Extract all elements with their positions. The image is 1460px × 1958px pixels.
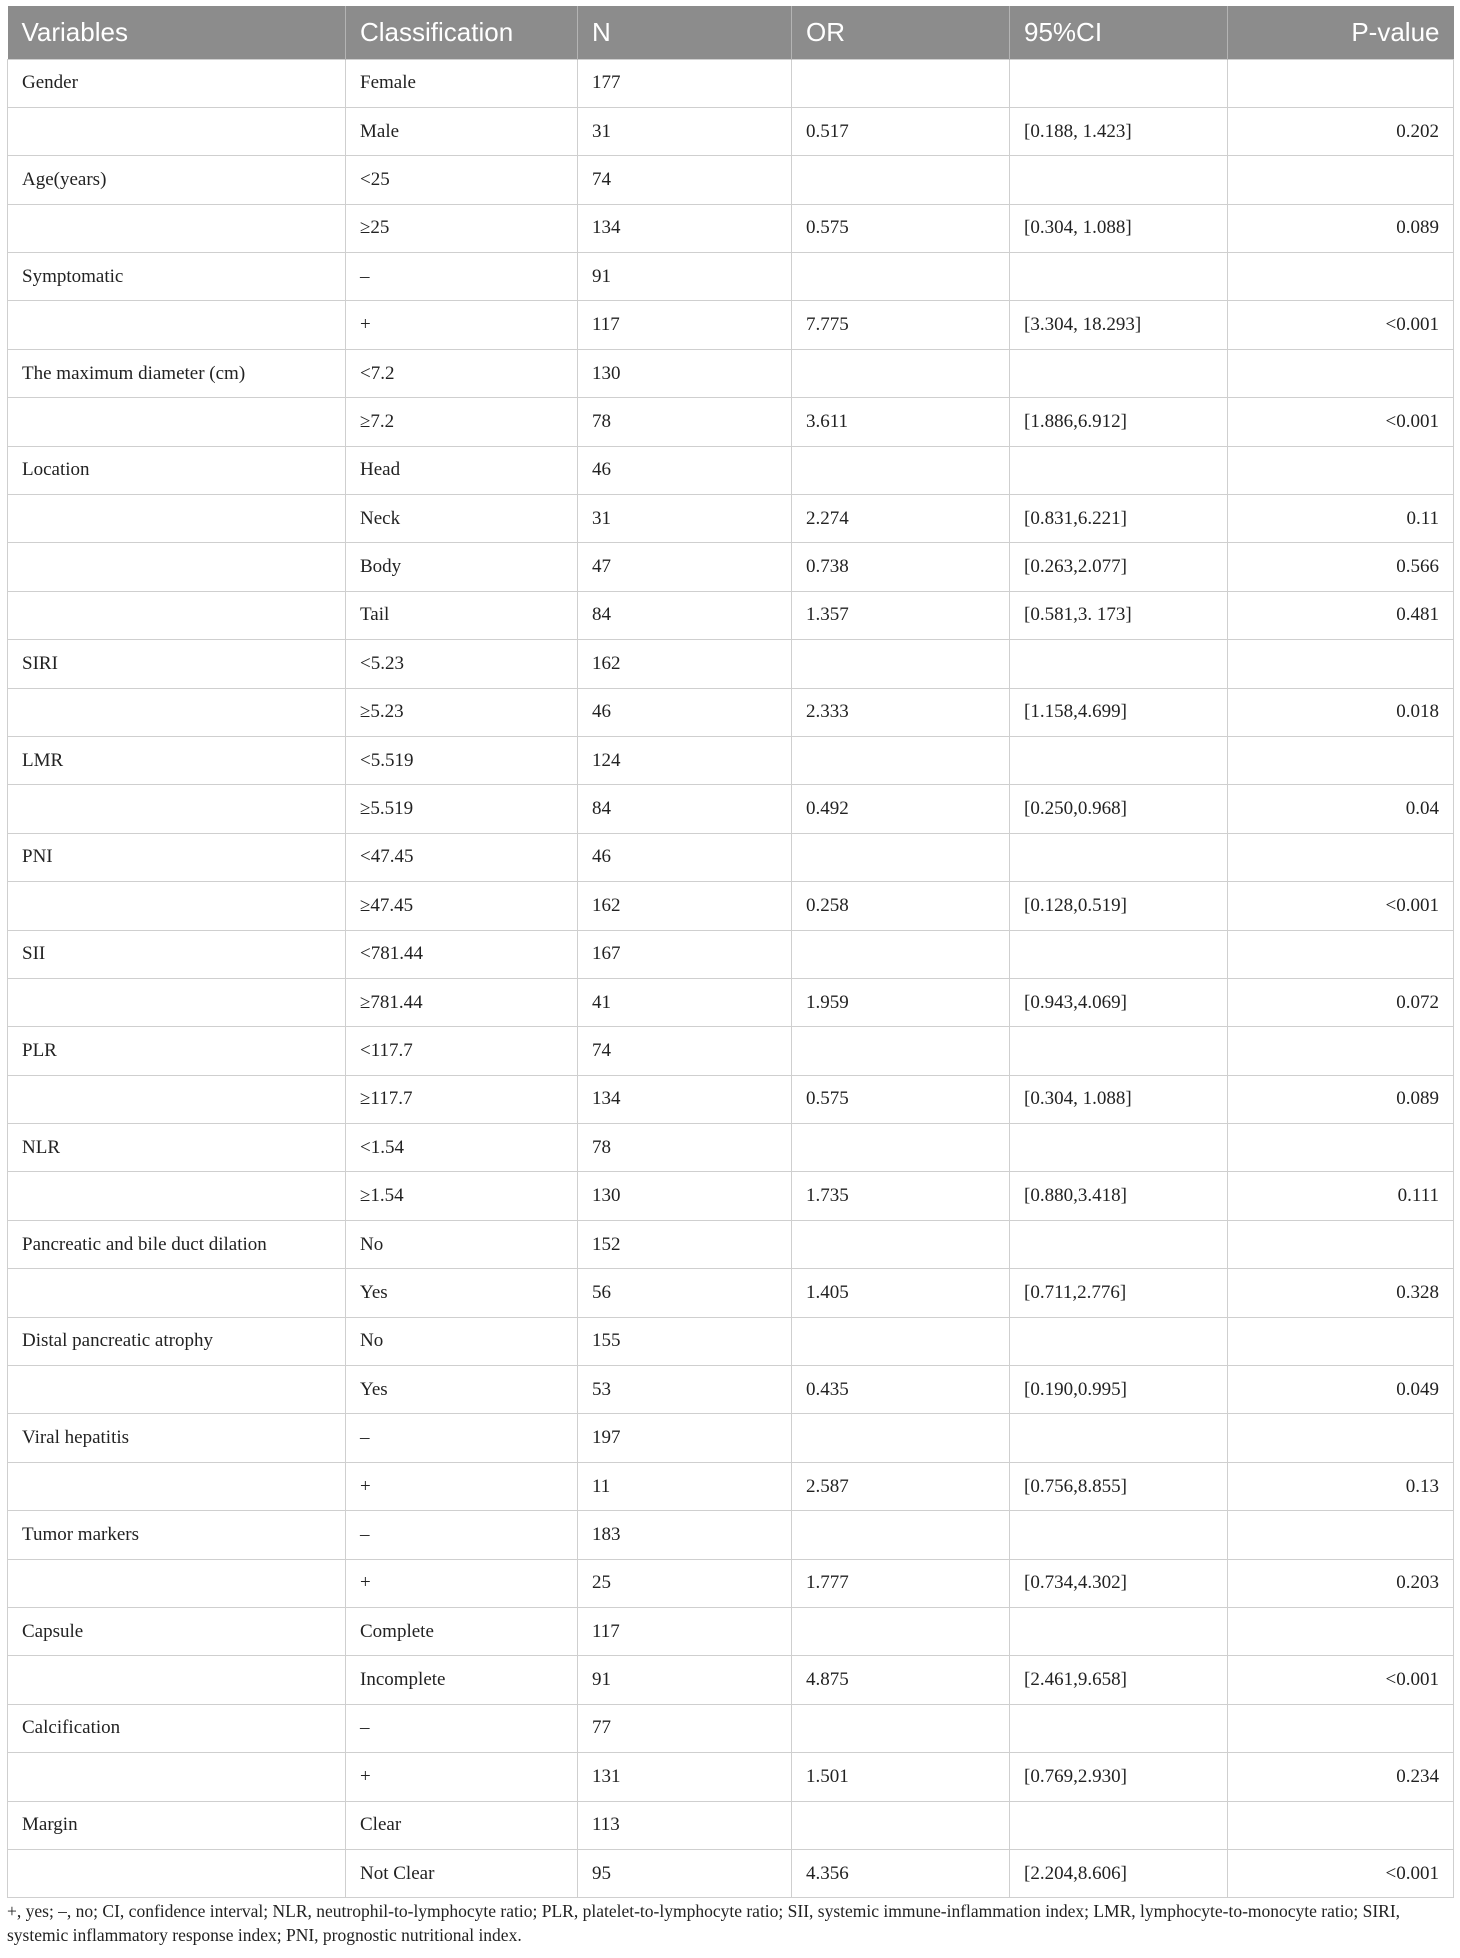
cell-ci: [2.461,9.658]: [1010, 1656, 1228, 1704]
cell-ci: [0.188, 1.423]: [1010, 107, 1228, 155]
cell-or: [792, 736, 1010, 784]
cell-n: 11: [578, 1462, 792, 1510]
cell-p-value: [1228, 1317, 1454, 1365]
cell-p-value: [1228, 736, 1454, 784]
cell-n: 130: [578, 1172, 792, 1220]
cell-p-value: [1228, 1511, 1454, 1559]
cell-p-value: 0.111: [1228, 1172, 1454, 1220]
cell-or: 1.777: [792, 1559, 1010, 1607]
cell-classification: <7.2: [346, 349, 578, 397]
cell-classification: Tail: [346, 591, 578, 639]
cell-variable: [8, 1462, 346, 1510]
cell-n: 134: [578, 204, 792, 252]
cell-ci: [0.581,3. 173]: [1010, 591, 1228, 639]
cell-p-value: 0.11: [1228, 495, 1454, 543]
cell-n: 31: [578, 107, 792, 155]
cell-p-value: [1228, 349, 1454, 397]
cell-n: 95: [578, 1849, 792, 1897]
cell-variable: [8, 882, 346, 930]
cell-variable: [8, 1075, 346, 1123]
cell-ci: [1010, 59, 1228, 107]
table-row: [8, 1753, 1454, 1801]
cell-n: 56: [578, 1269, 792, 1317]
table-row: [8, 301, 1454, 349]
cell-ci: [2.204,8.606]: [1010, 1849, 1228, 1897]
cell-variable: The maximum diameter (cm): [8, 349, 346, 397]
cell-classification: Head: [346, 446, 578, 494]
table-row: [8, 1462, 1454, 1510]
table-row: [8, 1511, 1454, 1559]
cell-variable: Margin: [8, 1801, 346, 1849]
logistic-regression-table: [7, 6, 1454, 1898]
cell-n: 78: [578, 398, 792, 446]
table-row: [8, 591, 1454, 639]
cell-classification: Complete: [346, 1608, 578, 1656]
cell-p-value: [1228, 253, 1454, 301]
cell-ci: [1010, 1414, 1228, 1462]
table-row: [8, 640, 1454, 688]
cell-classification: <1.54: [346, 1124, 578, 1172]
cell-p-value: 0.072: [1228, 978, 1454, 1026]
cell-p-value: [1228, 1608, 1454, 1656]
cell-or: [792, 156, 1010, 204]
cell-classification: Female: [346, 59, 578, 107]
table-row: [8, 1656, 1454, 1704]
cell-classification: +: [346, 1462, 578, 1510]
cell-p-value: 0.203: [1228, 1559, 1454, 1607]
header-classification: Classification: [346, 6, 578, 59]
cell-variable: [8, 1366, 346, 1414]
cell-variable: PNI: [8, 833, 346, 881]
table-row: [8, 349, 1454, 397]
header-p-value: P-value: [1228, 6, 1454, 59]
cell-p-value: [1228, 833, 1454, 881]
cell-ci: [0.128,0.519]: [1010, 882, 1228, 930]
cell-or: 1.501: [792, 1753, 1010, 1801]
cell-p-value: [1228, 1801, 1454, 1849]
cell-or: [792, 1704, 1010, 1752]
cell-variable: SII: [8, 930, 346, 978]
cell-classification: ≥5.519: [346, 785, 578, 833]
cell-classification: Body: [346, 543, 578, 591]
table-row: [8, 882, 1454, 930]
table-row: [8, 446, 1454, 494]
cell-ci: [0.756,8.855]: [1010, 1462, 1228, 1510]
cell-n: 117: [578, 301, 792, 349]
cell-classification: ≥47.45: [346, 882, 578, 930]
table-row: [8, 1027, 1454, 1075]
cell-classification: Yes: [346, 1366, 578, 1414]
cell-variable: PLR: [8, 1027, 346, 1075]
table-row: [8, 833, 1454, 881]
cell-variable: Calcification: [8, 1704, 346, 1752]
cell-variable: [8, 1753, 346, 1801]
cell-variable: Location: [8, 446, 346, 494]
cell-or: [792, 446, 1010, 494]
cell-classification: <5.23: [346, 640, 578, 688]
cell-or: 1.735: [792, 1172, 1010, 1220]
cell-p-value: <0.001: [1228, 882, 1454, 930]
cell-ci: [1010, 156, 1228, 204]
cell-variable: [8, 301, 346, 349]
cell-variable: LMR: [8, 736, 346, 784]
cell-n: 46: [578, 833, 792, 881]
cell-ci: [1010, 1511, 1228, 1559]
table-row: [8, 1414, 1454, 1462]
cell-ci: [0.250,0.968]: [1010, 785, 1228, 833]
cell-p-value: 0.049: [1228, 1366, 1454, 1414]
cell-or: [792, 1027, 1010, 1075]
cell-variable: [8, 1269, 346, 1317]
cell-or: 7.775: [792, 301, 1010, 349]
cell-variable: [8, 591, 346, 639]
cell-ci: [1010, 349, 1228, 397]
cell-or: 0.575: [792, 1075, 1010, 1123]
cell-variable: [8, 1656, 346, 1704]
cell-or: [792, 1220, 1010, 1268]
cell-n: 177: [578, 59, 792, 107]
table-row: [8, 1317, 1454, 1365]
table-row: [8, 785, 1454, 833]
cell-n: 84: [578, 785, 792, 833]
cell-or: 1.959: [792, 978, 1010, 1026]
cell-p-value: 0.018: [1228, 688, 1454, 736]
cell-classification: No: [346, 1220, 578, 1268]
cell-variable: [8, 978, 346, 1026]
table-row: [8, 398, 1454, 446]
table-row: [8, 543, 1454, 591]
table-row: [8, 107, 1454, 155]
results-table-container: [7, 6, 1453, 1898]
cell-n: 162: [578, 640, 792, 688]
cell-variable: [8, 495, 346, 543]
cell-classification: ≥117.7: [346, 1075, 578, 1123]
cell-p-value: <0.001: [1228, 301, 1454, 349]
cell-n: 197: [578, 1414, 792, 1462]
cell-variable: Capsule: [8, 1608, 346, 1656]
cell-ci: [1010, 930, 1228, 978]
cell-or: 2.274: [792, 495, 1010, 543]
table-row: [8, 1220, 1454, 1268]
cell-n: 74: [578, 1027, 792, 1075]
cell-p-value: [1228, 930, 1454, 978]
cell-classification: Neck: [346, 495, 578, 543]
cell-p-value: <0.001: [1228, 1849, 1454, 1897]
cell-ci: [1010, 640, 1228, 688]
cell-variable: [8, 543, 346, 591]
cell-p-value: [1228, 1124, 1454, 1172]
cell-p-value: [1228, 1220, 1454, 1268]
cell-ci: [1010, 1220, 1228, 1268]
cell-classification: ≥7.2: [346, 398, 578, 446]
cell-ci: [1.886,6.912]: [1010, 398, 1228, 446]
header-row: [8, 6, 1454, 59]
cell-variable: Viral hepatitis: [8, 1414, 346, 1462]
table-row: [8, 59, 1454, 107]
cell-classification: No: [346, 1317, 578, 1365]
cell-classification: –: [346, 1414, 578, 1462]
cell-or: [792, 59, 1010, 107]
cell-classification: ≥781.44: [346, 978, 578, 1026]
cell-variable: Gender: [8, 59, 346, 107]
cell-p-value: [1228, 446, 1454, 494]
cell-variable: [8, 785, 346, 833]
cell-or: [792, 1801, 1010, 1849]
cell-classification: <25: [346, 156, 578, 204]
cell-ci: [3.304, 18.293]: [1010, 301, 1228, 349]
cell-or: 3.611: [792, 398, 1010, 446]
cell-p-value: [1228, 156, 1454, 204]
cell-p-value: [1228, 1414, 1454, 1462]
table-row: [8, 1366, 1454, 1414]
cell-or: 1.357: [792, 591, 1010, 639]
cell-ci: [1010, 1704, 1228, 1752]
cell-p-value: 0.202: [1228, 107, 1454, 155]
cell-classification: Incomplete: [346, 1656, 578, 1704]
cell-p-value: 0.089: [1228, 204, 1454, 252]
header-n: N: [578, 6, 792, 59]
cell-classification: ≥1.54: [346, 1172, 578, 1220]
cell-or: 0.517: [792, 107, 1010, 155]
cell-ci: [1.158,4.699]: [1010, 688, 1228, 736]
table-row: [8, 1172, 1454, 1220]
cell-variable: Age(years): [8, 156, 346, 204]
cell-ci: [0.734,4.302]: [1010, 1559, 1228, 1607]
cell-n: 162: [578, 882, 792, 930]
table-row: [8, 1269, 1454, 1317]
cell-or: 4.875: [792, 1656, 1010, 1704]
cell-or: 0.492: [792, 785, 1010, 833]
cell-variable: [8, 398, 346, 446]
cell-or: [792, 833, 1010, 881]
cell-n: 130: [578, 349, 792, 397]
cell-classification: –: [346, 1704, 578, 1752]
cell-ci: [0.880,3.418]: [1010, 1172, 1228, 1220]
cell-n: 46: [578, 446, 792, 494]
cell-variable: Symptomatic: [8, 253, 346, 301]
table-row: [8, 1124, 1454, 1172]
cell-p-value: 0.566: [1228, 543, 1454, 591]
cell-or: 0.575: [792, 204, 1010, 252]
cell-n: 47: [578, 543, 792, 591]
cell-variable: [8, 1559, 346, 1607]
cell-classification: <47.45: [346, 833, 578, 881]
cell-or: 4.356: [792, 1849, 1010, 1897]
cell-ci: [0.769,2.930]: [1010, 1753, 1228, 1801]
cell-or: 0.738: [792, 543, 1010, 591]
cell-variable: [8, 688, 346, 736]
cell-classification: Yes: [346, 1269, 578, 1317]
cell-variable: Pancreatic and bile duct dilation: [8, 1220, 346, 1268]
cell-classification: +: [346, 1559, 578, 1607]
table-row: [8, 1075, 1454, 1123]
table-row: [8, 1704, 1454, 1752]
cell-p-value: 0.328: [1228, 1269, 1454, 1317]
cell-n: 183: [578, 1511, 792, 1559]
cell-p-value: <0.001: [1228, 398, 1454, 446]
table-row: [8, 930, 1454, 978]
cell-variable: [8, 204, 346, 252]
cell-n: 78: [578, 1124, 792, 1172]
header-or: OR: [792, 6, 1010, 59]
cell-ci: [1010, 1317, 1228, 1365]
cell-p-value: 0.04: [1228, 785, 1454, 833]
cell-n: 113: [578, 1801, 792, 1849]
cell-variable: [8, 1172, 346, 1220]
cell-or: [792, 1317, 1010, 1365]
table-header: [8, 6, 1454, 59]
cell-p-value: 0.13: [1228, 1462, 1454, 1510]
cell-n: 46: [578, 688, 792, 736]
cell-classification: Not Clear: [346, 1849, 578, 1897]
table-row: [8, 978, 1454, 1026]
cell-ci: [1010, 253, 1228, 301]
cell-n: 91: [578, 253, 792, 301]
cell-classification: –: [346, 1511, 578, 1559]
cell-ci: [1010, 1801, 1228, 1849]
cell-variable: [8, 1849, 346, 1897]
cell-n: 25: [578, 1559, 792, 1607]
table-footnote: +, yes; –, no; CI, confidence interval; NLR, neutrophil-to-lymphocyte ratio; PLR, platelet-to-lymphocyte ratio; SII, systemic immune-inflammation index; LMR, lymphocyte-to-monocyte ratio; SIRI, systemic inflammatory response index; PNI, prognostic nutritional index.: [7, 1901, 1401, 1945]
cell-p-value: [1228, 1027, 1454, 1075]
cell-ci: [0.304, 1.088]: [1010, 1075, 1228, 1123]
cell-classification: <781.44: [346, 930, 578, 978]
cell-ci: [1010, 1027, 1228, 1075]
cell-p-value: [1228, 59, 1454, 107]
cell-n: 31: [578, 495, 792, 543]
cell-classification: +: [346, 301, 578, 349]
cell-variable: NLR: [8, 1124, 346, 1172]
cell-ci: [1010, 833, 1228, 881]
cell-n: 155: [578, 1317, 792, 1365]
table-row: [8, 1849, 1454, 1897]
cell-n: 84: [578, 591, 792, 639]
cell-classification: +: [346, 1753, 578, 1801]
table-row: [8, 204, 1454, 252]
cell-p-value: [1228, 640, 1454, 688]
cell-ci: [1010, 1124, 1228, 1172]
table-row: [8, 688, 1454, 736]
cell-ci: [0.711,2.776]: [1010, 1269, 1228, 1317]
cell-classification: Male: [346, 107, 578, 155]
cell-variable: Tumor markers: [8, 1511, 346, 1559]
cell-p-value: 0.234: [1228, 1753, 1454, 1801]
cell-n: 117: [578, 1608, 792, 1656]
cell-p-value: [1228, 1704, 1454, 1752]
cell-classification: <117.7: [346, 1027, 578, 1075]
cell-or: [792, 1511, 1010, 1559]
table-row: [8, 1801, 1454, 1849]
table-row: [8, 156, 1454, 204]
cell-classification: Clear: [346, 1801, 578, 1849]
cell-classification: <5.519: [346, 736, 578, 784]
cell-n: 167: [578, 930, 792, 978]
cell-or: 0.435: [792, 1366, 1010, 1414]
cell-classification: ≥25: [346, 204, 578, 252]
cell-ci: [0.190,0.995]: [1010, 1366, 1228, 1414]
cell-n: 124: [578, 736, 792, 784]
cell-n: 131: [578, 1753, 792, 1801]
cell-ci: [0.831,6.221]: [1010, 495, 1228, 543]
cell-or: 2.333: [792, 688, 1010, 736]
cell-or: [792, 1124, 1010, 1172]
cell-ci: [1010, 1608, 1228, 1656]
cell-or: 1.405: [792, 1269, 1010, 1317]
cell-or: 0.258: [792, 882, 1010, 930]
cell-or: [792, 1414, 1010, 1462]
cell-ci: [0.943,4.069]: [1010, 978, 1228, 1026]
cell-variable: Distal pancreatic atrophy: [8, 1317, 346, 1365]
cell-variable: SIRI: [8, 640, 346, 688]
cell-or: [792, 253, 1010, 301]
table-row: [8, 253, 1454, 301]
cell-or: 2.587: [792, 1462, 1010, 1510]
table-body: [8, 59, 1454, 1898]
cell-n: 134: [578, 1075, 792, 1123]
cell-or: [792, 640, 1010, 688]
cell-ci: [1010, 446, 1228, 494]
cell-ci: [1010, 736, 1228, 784]
table-row: [8, 1559, 1454, 1607]
cell-n: 41: [578, 978, 792, 1026]
cell-classification: ≥5.23: [346, 688, 578, 736]
table-row: [8, 1608, 1454, 1656]
cell-ci: [0.304, 1.088]: [1010, 204, 1228, 252]
header-variables: Variables: [8, 6, 346, 59]
cell-n: 74: [578, 156, 792, 204]
cell-ci: [0.263,2.077]: [1010, 543, 1228, 591]
cell-n: 152: [578, 1220, 792, 1268]
cell-or: [792, 1608, 1010, 1656]
cell-or: [792, 349, 1010, 397]
table-row: [8, 495, 1454, 543]
cell-n: 91: [578, 1656, 792, 1704]
cell-n: 77: [578, 1704, 792, 1752]
cell-classification: –: [346, 253, 578, 301]
cell-or: [792, 930, 1010, 978]
cell-p-value: 0.089: [1228, 1075, 1454, 1123]
cell-n: 53: [578, 1366, 792, 1414]
header-95ci: 95%CI: [1010, 6, 1228, 59]
table-row: [8, 736, 1454, 784]
cell-variable: [8, 107, 346, 155]
cell-p-value: <0.001: [1228, 1656, 1454, 1704]
cell-p-value: 0.481: [1228, 591, 1454, 639]
